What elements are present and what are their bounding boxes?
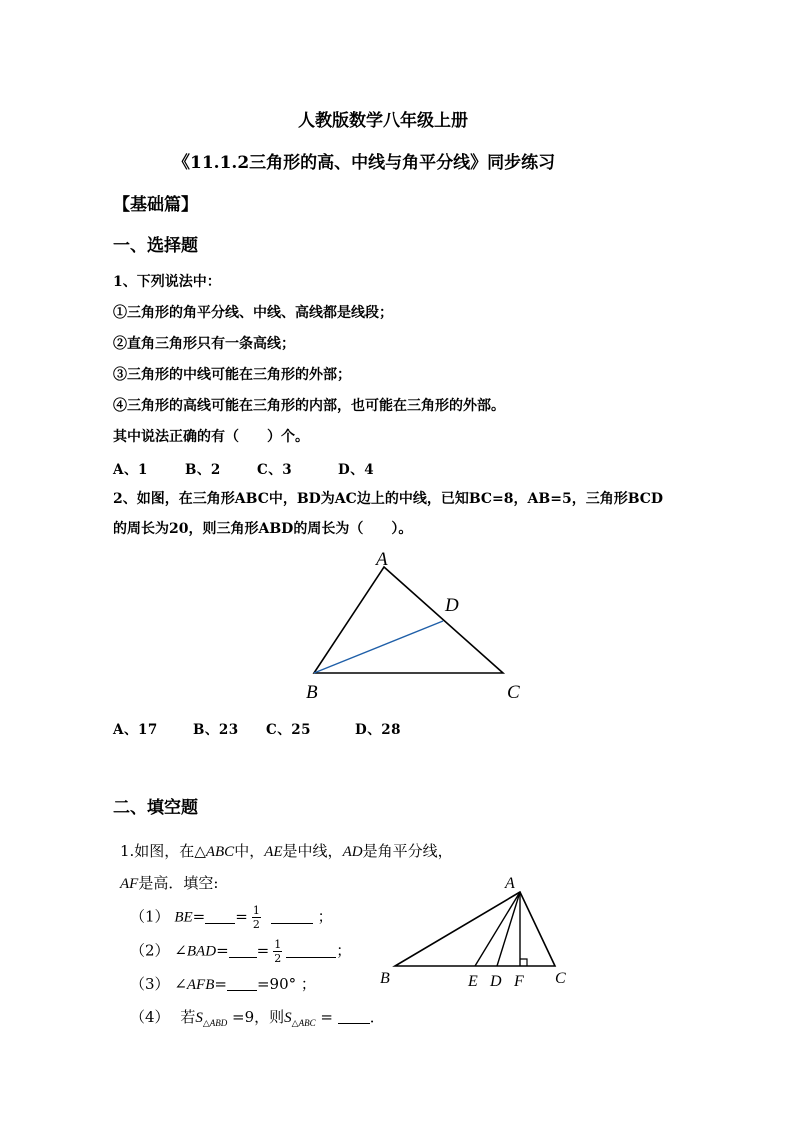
q1-option-c: C、3: [257, 462, 293, 478]
fill-q1-line2-text: 是高．填空:: [138, 874, 219, 892]
item1-eq-1: =: [192, 907, 206, 926]
area-s-abc: S: [284, 1010, 292, 1026]
item1-number: （1）: [130, 907, 170, 926]
fill-q1-text-b: 中，: [234, 842, 265, 860]
answer-blank-1a[interactable]: [205, 908, 235, 924]
triangle-symbol: △: [194, 842, 206, 860]
q1-statement-1: ①三角形的角平分线、中线、高线都是线段；: [113, 305, 393, 321]
item1-semicolon: ；: [317, 907, 333, 926]
vertex-label-b: B: [306, 682, 318, 703]
right-angle-mark: [520, 959, 527, 966]
item4-text-b: =9，则: [232, 1008, 285, 1026]
fill-item-3: [130, 973, 316, 994]
fill-q1-line-2: [120, 872, 218, 893]
q1-stem: 1、下列说法中：: [113, 274, 221, 290]
median-bd: [314, 621, 443, 673]
answer-blank-3[interactable]: [227, 975, 257, 991]
item4-number: （4）: [130, 1008, 170, 1026]
multiple-choice-heading: 一、选择题: [113, 236, 198, 256]
item3-number: （3）: [130, 975, 170, 993]
fill-q1-line-1: [120, 840, 453, 861]
answer-blank-2a[interactable]: [229, 942, 257, 958]
fraction-one-half-2: $\frac{1}{2}$: [274, 938, 282, 965]
page-title: 人教版数学八年级上册: [298, 111, 468, 131]
vertex-label-c-2: C: [555, 970, 566, 987]
answer-blank-4[interactable]: [338, 1008, 370, 1024]
item2-number: （2）: [130, 941, 170, 960]
vertex-label-d-2: D: [490, 973, 502, 990]
fraction-one-half-1: $\frac{1}{2}$: [252, 904, 260, 931]
fill-item-2: [130, 939, 351, 964]
section-basic-heading: 【基础篇】: [113, 195, 198, 215]
item3-eq: =: [214, 975, 227, 993]
q1-option-d: D、4: [338, 462, 375, 478]
var-ae: AE: [264, 844, 283, 860]
answer-blank-2b[interactable]: [286, 942, 336, 958]
q1-option-b: B、2: [185, 462, 221, 478]
page-subtitle: 《11.1.2三角形的高、中线与角平分线》同步练习: [173, 153, 556, 173]
item2-eq-1: =: [216, 941, 229, 960]
triangle-abc-outline: [314, 567, 503, 673]
answer-blank-1b[interactable]: [271, 908, 313, 924]
item3-semicolon: ；: [300, 975, 316, 993]
vertex-label-d: D: [445, 595, 459, 616]
q2-option-b: B、23: [193, 722, 239, 738]
fill-q1-text-d: 是角平分线，: [362, 842, 453, 860]
vertex-label-e-2: E: [468, 973, 478, 990]
item2-semicolon: ；: [336, 941, 352, 960]
area-s-abd: S: [195, 1010, 203, 1026]
fill-q1-text-a: 1.如图，在: [120, 842, 195, 860]
q2-line-1: 2、如图，在三角形ABC中，BD为AC边上的中线，已知BC=8，AB=5，三角形BCD: [113, 491, 664, 507]
item1-eq-2: =: [235, 907, 248, 926]
q2-line-2: 的周长为20，则三角形ABD的周长为（ ）。: [113, 521, 413, 537]
q2-option-a: A、17: [113, 722, 158, 738]
item3-var: ∠AFB: [174, 977, 215, 993]
item1-var: BE: [174, 909, 193, 926]
triangle-aedf-figure: [375, 870, 575, 990]
fill-q1-text-c: 是中线，: [282, 842, 343, 860]
area-sub-abd: △ABD: [202, 1018, 228, 1028]
var-af: AF: [120, 876, 139, 892]
fill-in-heading: 二、填空题: [113, 798, 198, 818]
item4-text-a: 若: [180, 1008, 196, 1026]
q1-option-a: A、1: [113, 462, 148, 478]
triangle-abd-figure: [290, 545, 540, 710]
q1-statement-4: ④三角形的高线可能在三角形的内部，也可能在三角形的外部。: [113, 398, 505, 414]
vertex-label-b-2: B: [380, 970, 390, 987]
vertex-label-a: A: [376, 549, 388, 570]
triangle-abc-outline-2: [395, 892, 555, 966]
item2-eq-2: =: [256, 941, 270, 960]
item4-period: ．: [369, 1008, 385, 1026]
vertex-label-a-2: A: [505, 875, 515, 892]
median-ae: [475, 892, 520, 966]
area-sub-abc: △ABC: [291, 1018, 316, 1028]
item2-var: ∠BAD: [174, 943, 217, 960]
q1-question: 其中说法正确的有（ ）个。: [113, 429, 309, 445]
item4-eq: =: [320, 1008, 333, 1026]
vertex-label-c: C: [507, 682, 520, 703]
fill-item-4: [130, 1006, 385, 1029]
q2-option-d: D、28: [355, 722, 401, 738]
item3-tail: =90°: [256, 975, 297, 993]
q2-option-c: C、25: [266, 722, 312, 738]
q1-statement-3: ③三角形的中线可能在三角形的外部；: [113, 367, 351, 383]
vertex-label-f-2: F: [514, 973, 524, 990]
q1-statement-2: ②直角三角形只有一条高线；: [113, 336, 295, 352]
var-ad: AD: [342, 844, 363, 860]
fill-item-1: [130, 905, 333, 930]
var-abc: ABC: [205, 844, 235, 860]
